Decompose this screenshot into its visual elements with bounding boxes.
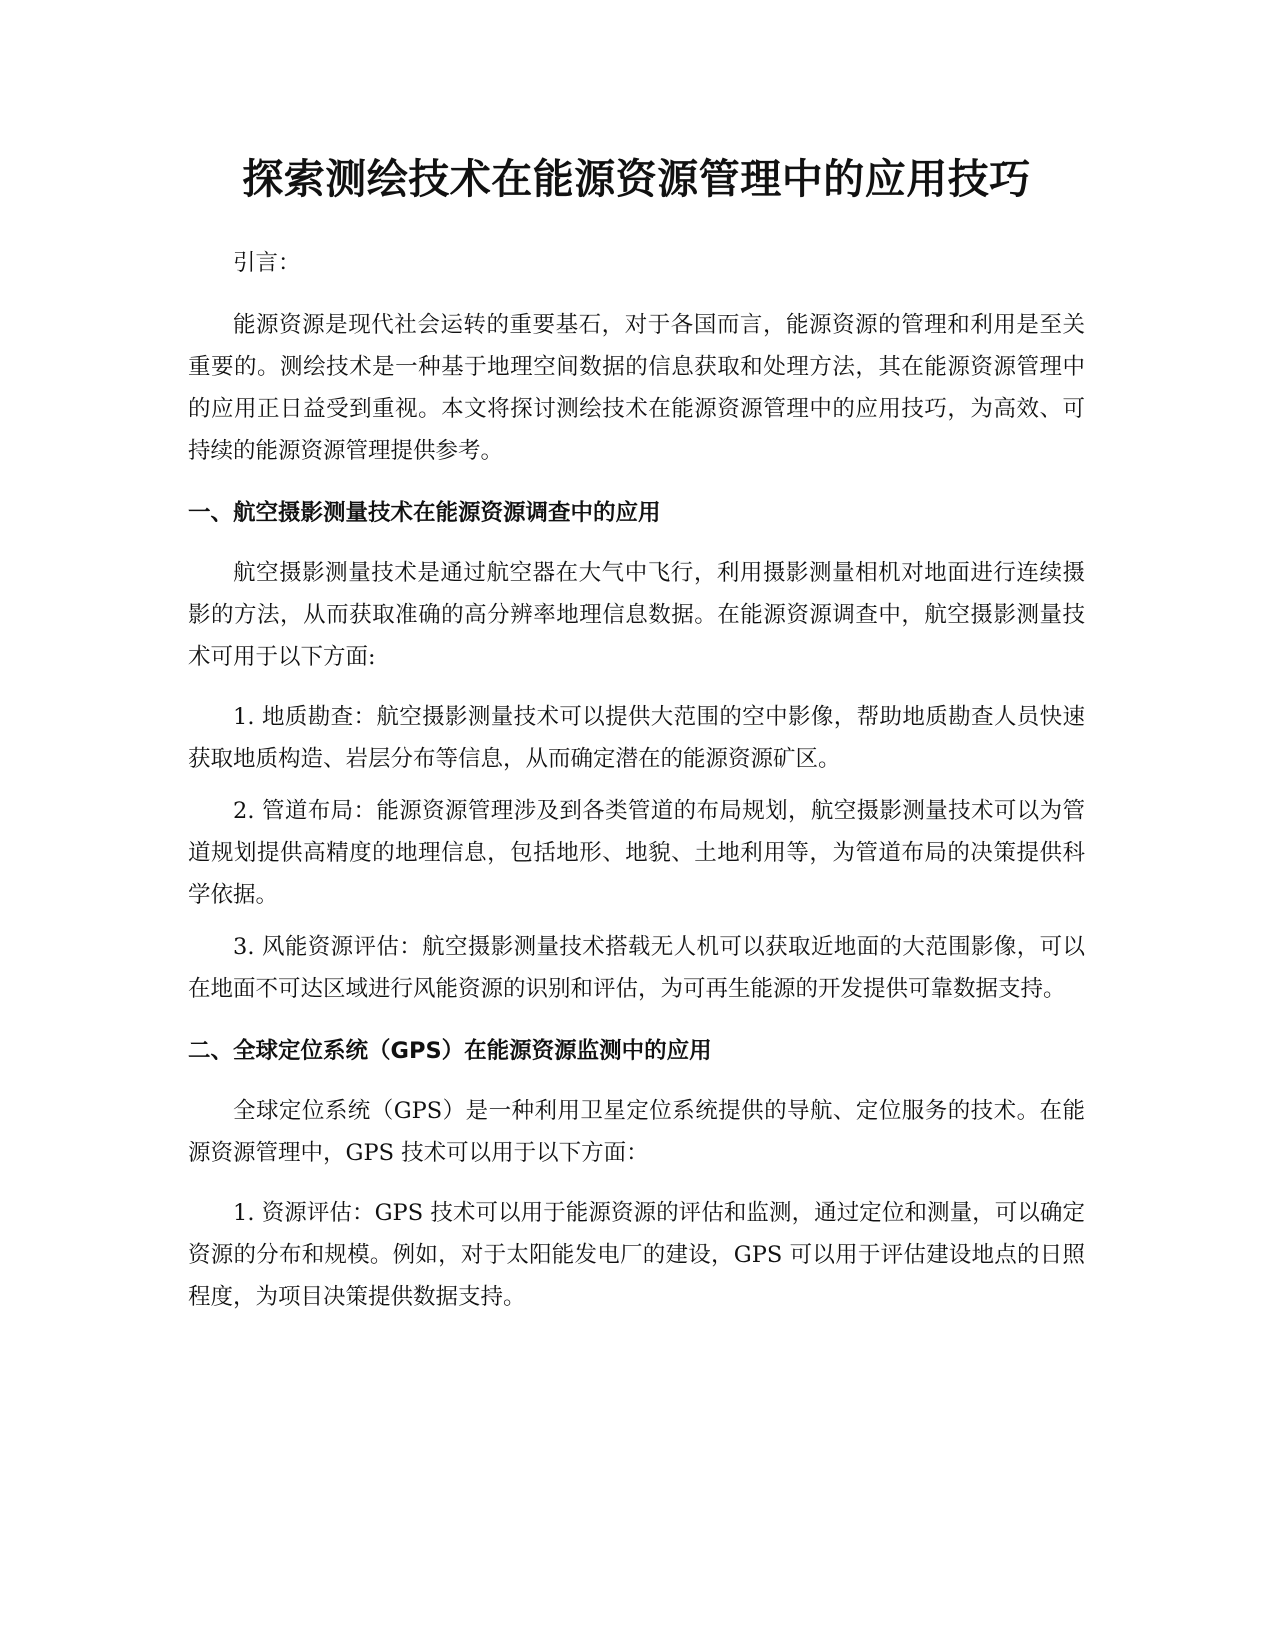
section-gps <box>188 1030 1085 1318</box>
document-title: 探索测绘技术在能源资源管理中的应用技巧 <box>242 155 1031 203</box>
list-item-geological-survey: 1. 地质勘查：航空摄影测量技术可以提供大范围的空中影像，帮助地质勘查人员快速获取地质构造、岩层分布等信息，从而确定潜在的能源资源矿区。 <box>188 704 1085 772</box>
list-item-wind-energy-assessment: 3. 风能资源评估：航空摄影测量技术搭载无人机可以获取近地面的大范围影像，可以在地面不可达区域进行风能资源的识别和评估，为可再生能源的开发提供可靠数据支持。 <box>188 934 1085 1002</box>
list-item-pipeline-layout: 2. 管道布局：能源资源管理涉及到各类管道的布局规划，航空摄影测量技术可以为管道规划提供高精度的地理信息，包括地形、地貌、土地利用等，为管道布局的决策提供科学依据。 <box>188 798 1085 908</box>
section-intro-paragraph: 全球定位系统（GPS）是一种利用卫星定位系统提供的导航、定位服务的技术。在能源资源管理中，GPS 技术可以用于以下方面： <box>188 1098 1085 1166</box>
intro-label: 引言： <box>233 250 301 276</box>
list-item-resource-assessment: 1. 资源评估：GPS 技术可以用于能源资源的评估和监测，通过定位和测量，可以确定资源的分布和规模。例如，对于太阳能发电厂的建设，GPS 可以用于评估建设地点的日照程度，为项目决策提供数据支持。 <box>188 1200 1085 1310</box>
section-intro-paragraph: 航空摄影测量技术是通过航空器在大气中飞行，利用摄影测量相机对地面进行连续摄影的方法，从而获取准确的高分辨率地理信息数据。在能源资源调查中，航空摄影测量技术可用于以下方面: <box>188 560 1085 670</box>
section-heading: 二、全球定位系统（GPS）在能源资源监测中的应用 <box>188 1038 712 1064</box>
section-aerial-photogrammetry <box>188 492 1085 1010</box>
section-heading: 一、航空摄影测量技术在能源资源调查中的应用 <box>188 500 661 526</box>
intro-paragraph: 能源资源是现代社会运转的重要基石，对于各国而言，能源资源的管理和利用是至关重要的。测绘技术是一种基于地理空间数据的信息获取和处理方法，其在能源资源管理中的应用正日益受到重视。本文将探讨测绘技术在能源资源管理中的应用技巧，为高效、可持续的能源资源管理提供参考。 <box>188 312 1085 464</box>
